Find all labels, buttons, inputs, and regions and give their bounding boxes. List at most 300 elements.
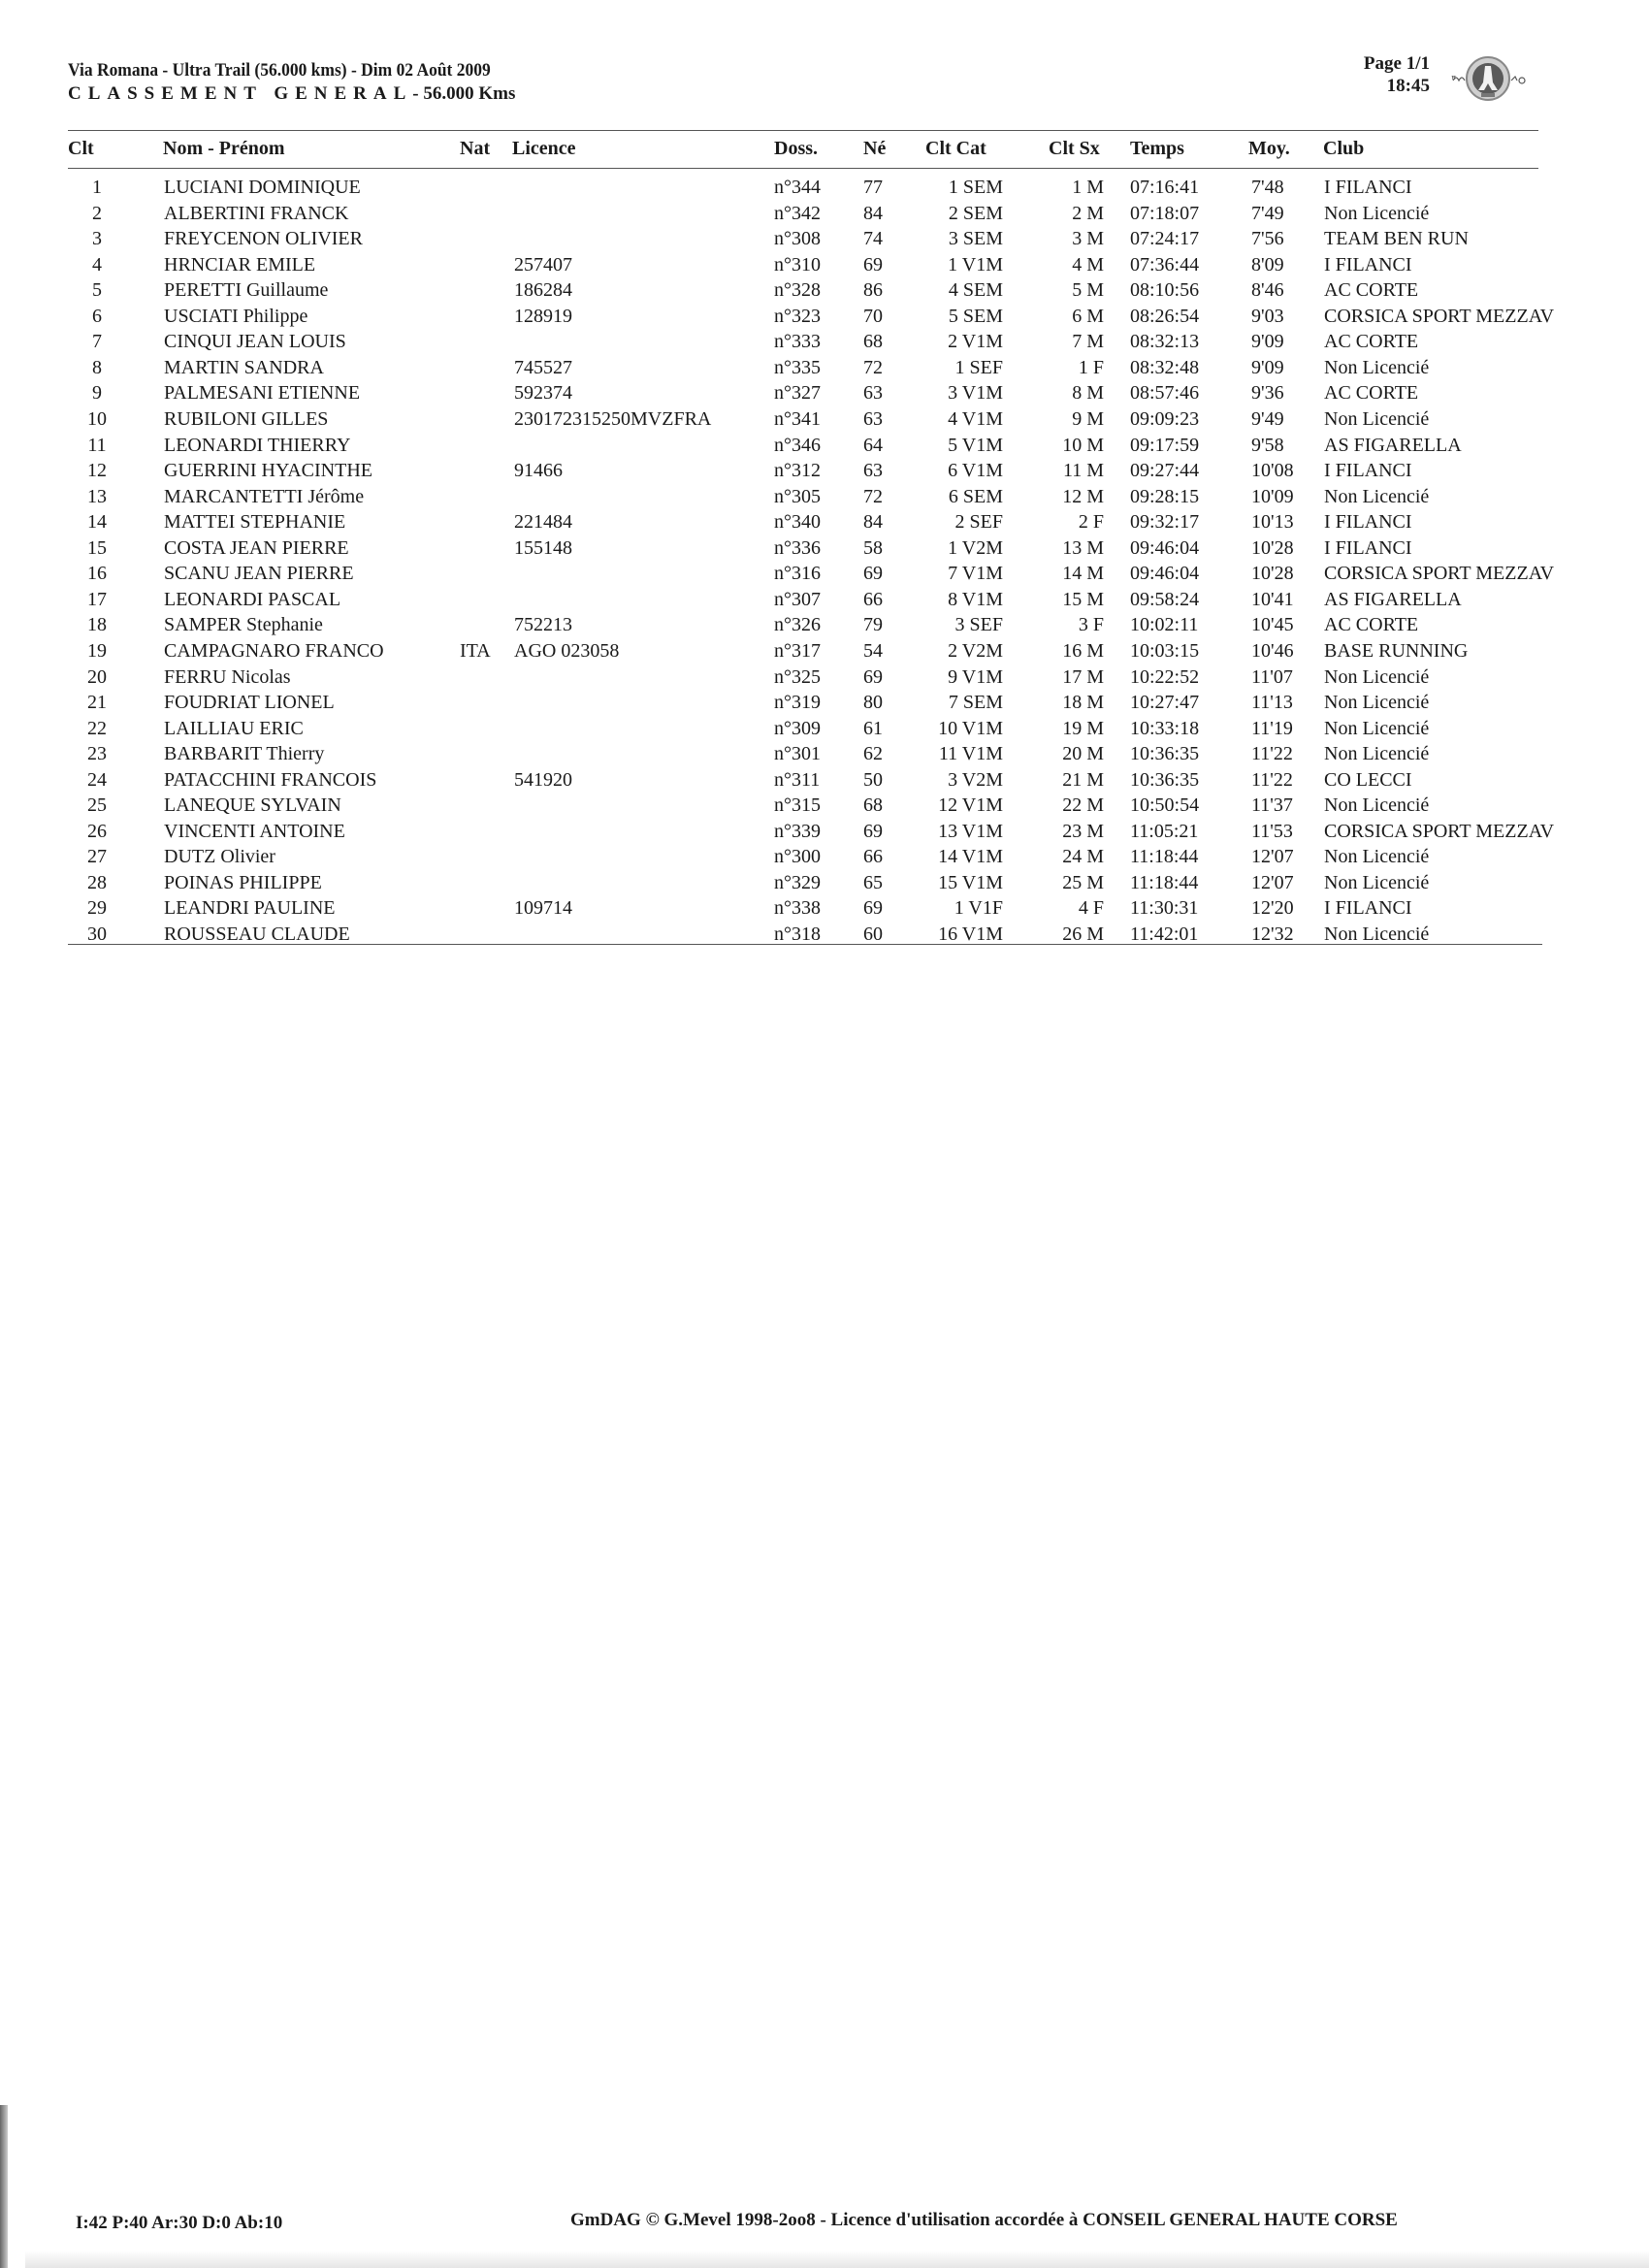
bib-number: n°309 bbox=[774, 717, 821, 739]
col-header-clt: Clt bbox=[68, 138, 94, 159]
licence-number: 186284 bbox=[514, 279, 572, 302]
bib-number: n°340 bbox=[774, 511, 821, 534]
category-rank: 9 V1M bbox=[948, 665, 1003, 688]
table-row bbox=[0, 589, 1649, 614]
category-rank: 7 SEM bbox=[948, 692, 1003, 713]
birth-year: 68 bbox=[863, 794, 883, 817]
licence-number: 221484 bbox=[514, 511, 572, 534]
rank: 18 bbox=[87, 614, 107, 636]
birth-year: 63 bbox=[863, 460, 883, 482]
club-name: I FILANCI bbox=[1324, 253, 1412, 275]
rank: 8 bbox=[92, 356, 102, 378]
club-name: Non Licencié bbox=[1324, 485, 1430, 507]
pace: 9'09 bbox=[1251, 331, 1284, 353]
pace: 10'28 bbox=[1251, 536, 1294, 559]
category-rank: 8 V1M bbox=[948, 588, 1003, 610]
category-rank: 1 V1M bbox=[948, 253, 1003, 275]
club-name: I FILANCI bbox=[1324, 536, 1412, 559]
pace: 12'07 bbox=[1251, 846, 1294, 868]
table-row bbox=[0, 486, 1649, 511]
runner-name: GUERRINI HYACINTHE bbox=[164, 460, 372, 482]
rank: 25 bbox=[87, 794, 107, 817]
club-name: Non Licencié bbox=[1324, 665, 1430, 688]
category-rank: 4 SEM bbox=[948, 279, 1003, 302]
rank: 15 bbox=[87, 536, 107, 559]
gender-rank: 14 M bbox=[1062, 563, 1104, 585]
gender-rank: 6 M bbox=[1072, 305, 1104, 327]
header-bottom-rule bbox=[68, 168, 1538, 169]
gender-rank: 13 M bbox=[1062, 536, 1104, 559]
rank: 26 bbox=[87, 820, 107, 842]
category-rank: 14 V1M bbox=[938, 846, 1003, 868]
pace: 10'46 bbox=[1251, 639, 1294, 662]
bib-number: n°310 bbox=[774, 253, 821, 275]
col-header-doss: Doss. bbox=[774, 138, 819, 159]
bib-number: n°326 bbox=[774, 614, 821, 636]
pace: 9'49 bbox=[1251, 408, 1284, 430]
col-header-nat: Nat bbox=[460, 138, 491, 159]
finish-time: 10:27:47 bbox=[1130, 692, 1200, 713]
club-name: AS FIGARELLA bbox=[1324, 588, 1462, 610]
gender-rank: 10 M bbox=[1062, 434, 1104, 456]
table-row bbox=[0, 897, 1649, 923]
table-row bbox=[0, 435, 1649, 460]
gender-rank: 17 M bbox=[1062, 665, 1104, 688]
gender-rank: 22 M bbox=[1062, 794, 1104, 817]
category-rank: 5 SEM bbox=[948, 305, 1003, 327]
licence-number: 752213 bbox=[514, 614, 572, 636]
rank: 4 bbox=[92, 253, 102, 275]
runner-name: PALMESANI ETIENNE bbox=[164, 382, 361, 405]
runner-name: LAILLIAU ERIC bbox=[164, 717, 304, 739]
gender-rank: 15 M bbox=[1062, 588, 1104, 610]
birth-year: 84 bbox=[863, 511, 883, 534]
birth-year: 72 bbox=[863, 485, 883, 507]
rank: 2 bbox=[92, 202, 102, 224]
table-row bbox=[0, 382, 1649, 407]
col-header-clt-sx: Clt Sx bbox=[1049, 138, 1100, 159]
runner-name: ROUSSEAU CLAUDE bbox=[164, 923, 350, 945]
category-rank: 3 V1M bbox=[948, 382, 1003, 405]
finish-time: 11:18:44 bbox=[1130, 846, 1199, 868]
table-row bbox=[0, 408, 1649, 434]
pace: 9'09 bbox=[1251, 356, 1284, 378]
bib-number: n°315 bbox=[774, 794, 821, 817]
col-header-ne: Né bbox=[863, 138, 887, 159]
club-name: AC CORTE bbox=[1324, 279, 1419, 302]
runner-name: RUBILONI GILLES bbox=[164, 408, 329, 430]
header-top-rule bbox=[68, 130, 1538, 131]
pace: 12'20 bbox=[1251, 897, 1294, 920]
club-name: AC CORTE bbox=[1324, 331, 1419, 353]
bib-number: n°323 bbox=[774, 305, 821, 327]
licence-number: 128919 bbox=[514, 305, 572, 327]
bib-number: n°301 bbox=[774, 743, 821, 765]
table-row bbox=[0, 794, 1649, 820]
pace: 9'58 bbox=[1251, 434, 1284, 456]
gender-rank: 19 M bbox=[1062, 717, 1104, 739]
gender-rank: 20 M bbox=[1062, 743, 1104, 765]
table-row bbox=[0, 743, 1649, 768]
gender-rank: 7 M bbox=[1072, 331, 1104, 353]
licence-number: 592374 bbox=[514, 382, 572, 405]
runner-name: ALBERTINI FRANCK bbox=[164, 202, 349, 224]
bib-number: n°333 bbox=[774, 331, 821, 353]
birth-year: 63 bbox=[863, 408, 883, 430]
rank: 23 bbox=[87, 743, 107, 765]
club-name: Non Licencié bbox=[1324, 356, 1430, 378]
club-name: Non Licencié bbox=[1324, 408, 1430, 430]
birth-year: 69 bbox=[863, 897, 883, 920]
finish-time: 09:46:04 bbox=[1130, 563, 1200, 585]
club-name: Non Licencié bbox=[1324, 202, 1430, 224]
birth-year: 58 bbox=[863, 536, 883, 559]
table-row bbox=[0, 177, 1649, 202]
table-row bbox=[0, 769, 1649, 794]
finish-time: 07:36:44 bbox=[1130, 253, 1200, 275]
pace: 11'13 bbox=[1251, 692, 1293, 713]
rank: 20 bbox=[87, 665, 107, 688]
table-row bbox=[0, 872, 1649, 897]
bib-number: n°325 bbox=[774, 665, 821, 688]
table-row bbox=[0, 846, 1649, 871]
bib-number: n°338 bbox=[774, 897, 821, 920]
rank: 21 bbox=[87, 692, 107, 713]
rank: 27 bbox=[87, 846, 107, 868]
table-row bbox=[0, 228, 1649, 253]
ranking-subtitle-distance: - 56.000 Kms bbox=[412, 83, 516, 104]
bib-number: n°327 bbox=[774, 382, 821, 405]
bib-number: n°316 bbox=[774, 563, 821, 585]
bib-number: n°344 bbox=[774, 177, 821, 198]
rank: 19 bbox=[87, 639, 107, 662]
gender-rank: 3 M bbox=[1072, 228, 1104, 250]
race-emblem-icon bbox=[1449, 53, 1527, 104]
pace: 10'08 bbox=[1251, 460, 1294, 482]
licence-number: 230172315250MVZFRA bbox=[514, 408, 712, 430]
bib-number: n°312 bbox=[774, 460, 821, 482]
finish-time: 09:09:23 bbox=[1130, 408, 1200, 430]
birth-year: 50 bbox=[863, 768, 883, 791]
pace: 12'32 bbox=[1251, 923, 1294, 945]
bib-number: n°307 bbox=[774, 588, 821, 610]
bib-number: n°311 bbox=[774, 768, 821, 791]
licence-number: 745527 bbox=[514, 356, 572, 378]
table-row bbox=[0, 563, 1649, 588]
col-header-moy: Moy. bbox=[1248, 138, 1290, 159]
club-name: Non Licencié bbox=[1324, 717, 1430, 739]
gender-rank: 8 M bbox=[1072, 382, 1104, 405]
rank: 6 bbox=[92, 305, 102, 327]
category-rank: 3 SEF bbox=[954, 614, 1003, 636]
gender-rank: 26 M bbox=[1062, 923, 1104, 945]
pace: 10'45 bbox=[1251, 614, 1294, 636]
category-rank: 10 V1M bbox=[938, 717, 1003, 739]
birth-year: 70 bbox=[863, 305, 883, 327]
rank: 17 bbox=[87, 588, 107, 610]
rank: 24 bbox=[87, 768, 107, 791]
finish-time: 09:17:59 bbox=[1130, 434, 1200, 456]
finish-time: 09:28:15 bbox=[1130, 485, 1200, 507]
runner-name: BARBARIT Thierry bbox=[164, 743, 325, 765]
table-bottom-rule bbox=[68, 944, 1542, 945]
club-name: I FILANCI bbox=[1324, 460, 1412, 482]
runner-name: FOUDRIAT LIONEL bbox=[164, 692, 335, 713]
table-row bbox=[0, 923, 1649, 949]
club-name: AC CORTE bbox=[1324, 382, 1419, 405]
birth-year: 66 bbox=[863, 846, 883, 868]
birth-year: 72 bbox=[863, 356, 883, 378]
col-header-temps: Temps bbox=[1130, 138, 1184, 159]
category-rank: 1 SEF bbox=[954, 356, 1003, 378]
club-name: Non Licencié bbox=[1324, 692, 1430, 713]
category-rank: 1 V1F bbox=[954, 897, 1003, 920]
pace: 12'07 bbox=[1251, 871, 1294, 893]
finish-time: 11:42:01 bbox=[1130, 923, 1199, 945]
gender-rank: 4 F bbox=[1078, 897, 1104, 920]
finish-time: 08:26:54 bbox=[1130, 305, 1200, 327]
rank: 5 bbox=[92, 279, 102, 302]
birth-year: 79 bbox=[863, 614, 883, 636]
table-row bbox=[0, 692, 1649, 717]
finish-time: 11:05:21 bbox=[1130, 820, 1199, 842]
pace: 7'48 bbox=[1251, 177, 1284, 198]
licence-number: 541920 bbox=[514, 768, 572, 791]
runner-name: SAMPER Stephanie bbox=[164, 614, 323, 636]
pace: 11'37 bbox=[1251, 794, 1293, 817]
bib-number: n°319 bbox=[774, 692, 821, 713]
pace: 7'56 bbox=[1251, 228, 1284, 250]
rank: 7 bbox=[92, 331, 102, 353]
participant-stats: I:42 P:40 Ar:30 D:0 Ab:10 bbox=[76, 2213, 283, 2233]
birth-year: 84 bbox=[863, 202, 883, 224]
runner-name: FERRU Nicolas bbox=[164, 665, 291, 688]
licence-number: 91466 bbox=[514, 460, 563, 482]
finish-time: 08:10:56 bbox=[1130, 279, 1200, 302]
bib-number: n°329 bbox=[774, 871, 821, 893]
pace: 11'19 bbox=[1251, 717, 1293, 739]
bib-number: n°308 bbox=[774, 228, 821, 250]
pace: 11'22 bbox=[1251, 743, 1293, 765]
table-row bbox=[0, 537, 1649, 563]
club-name: Non Licencié bbox=[1324, 743, 1430, 765]
category-rank: 5 V1M bbox=[948, 434, 1003, 456]
gender-rank: 24 M bbox=[1062, 846, 1104, 868]
club-name: Non Licencié bbox=[1324, 846, 1430, 868]
runner-name: COSTA JEAN PIERRE bbox=[164, 536, 349, 559]
birth-year: 80 bbox=[863, 692, 883, 713]
bib-number: n°346 bbox=[774, 434, 821, 456]
birth-year: 54 bbox=[863, 639, 883, 662]
finish-time: 07:16:41 bbox=[1130, 177, 1200, 198]
club-name: Non Licencié bbox=[1324, 871, 1430, 893]
pace: 10'09 bbox=[1251, 485, 1294, 507]
birth-year: 86 bbox=[863, 279, 883, 302]
birth-year: 69 bbox=[863, 820, 883, 842]
finish-time: 09:32:17 bbox=[1130, 511, 1200, 534]
runner-name: LUCIANI DOMINIQUE bbox=[164, 177, 361, 198]
licence-number: 109714 bbox=[514, 897, 572, 920]
runner-name: FREYCENON OLIVIER bbox=[164, 228, 363, 250]
licence-number: 155148 bbox=[514, 536, 572, 559]
page-info bbox=[1319, 52, 1430, 97]
col-header-licence: Licence bbox=[512, 138, 576, 159]
col-header-nom: Nom - Prénom bbox=[163, 138, 285, 159]
category-rank: 2 SEM bbox=[948, 202, 1003, 224]
gender-rank: 11 M bbox=[1062, 460, 1104, 482]
bib-number: n°336 bbox=[774, 536, 821, 559]
bib-number: n°328 bbox=[774, 279, 821, 302]
gender-rank: 21 M bbox=[1062, 768, 1104, 791]
category-rank: 2 V1M bbox=[948, 331, 1003, 353]
svg-text:ꟸ: ꟸ bbox=[1451, 76, 1457, 85]
category-rank: 6 SEM bbox=[948, 485, 1003, 507]
table-row bbox=[0, 614, 1649, 639]
gender-rank: 5 M bbox=[1072, 279, 1104, 302]
pace: 7'49 bbox=[1251, 202, 1284, 224]
bib-number: n°300 bbox=[774, 846, 821, 868]
birth-year: 69 bbox=[863, 563, 883, 585]
finish-time: 11:30:31 bbox=[1130, 897, 1199, 920]
table-row bbox=[0, 821, 1649, 846]
col-header-club: Club bbox=[1323, 138, 1365, 159]
rank: 28 bbox=[87, 871, 107, 893]
bib-number: n°341 bbox=[774, 408, 821, 430]
rank: 29 bbox=[87, 897, 107, 920]
runner-name: PERETTI Guillaume bbox=[164, 279, 329, 302]
club-name: BASE RUNNING bbox=[1324, 639, 1469, 662]
category-rank: 13 V1M bbox=[938, 820, 1003, 842]
scan-fold-shadow bbox=[25, 2251, 1649, 2268]
club-name: AC CORTE bbox=[1324, 614, 1419, 636]
runner-name: MARCANTETTI Jérôme bbox=[164, 485, 365, 507]
club-name: TEAM BEN RUN bbox=[1324, 228, 1469, 250]
pace: 9'03 bbox=[1251, 305, 1284, 327]
birth-year: 74 bbox=[863, 228, 883, 250]
pace: 9'36 bbox=[1251, 382, 1284, 405]
nationality: ITA bbox=[460, 639, 491, 662]
finish-time: 10:22:52 bbox=[1130, 665, 1200, 688]
ranking-subtitle bbox=[68, 83, 515, 105]
pace: 11'22 bbox=[1251, 768, 1293, 791]
rank: 3 bbox=[92, 228, 102, 250]
rank: 1 bbox=[92, 177, 102, 198]
rank: 30 bbox=[87, 923, 107, 945]
club-name: I FILANCI bbox=[1324, 897, 1412, 920]
rank: 13 bbox=[87, 485, 107, 507]
rank: 10 bbox=[87, 408, 107, 430]
club-name: I FILANCI bbox=[1324, 177, 1412, 198]
scan-edge-shadow bbox=[0, 2105, 8, 2268]
rank: 14 bbox=[87, 511, 107, 534]
category-rank: 1 SEM bbox=[948, 177, 1003, 198]
finish-time: 11:18:44 bbox=[1130, 871, 1199, 893]
bib-number: n°339 bbox=[774, 820, 821, 842]
finish-time: 09:46:04 bbox=[1130, 536, 1200, 559]
rank: 12 bbox=[87, 460, 107, 482]
birth-year: 69 bbox=[863, 253, 883, 275]
runner-name: POINAS PHILIPPE bbox=[164, 871, 322, 893]
runner-name: LEANDRI PAULINE bbox=[164, 897, 336, 920]
table-row bbox=[0, 203, 1649, 228]
gender-rank: 25 M bbox=[1062, 871, 1104, 893]
table-row bbox=[0, 254, 1649, 279]
gender-rank: 12 M bbox=[1062, 485, 1104, 507]
gender-rank: 1 F bbox=[1078, 356, 1104, 378]
category-rank: 7 V1M bbox=[948, 563, 1003, 585]
licence-number: 257407 bbox=[514, 253, 572, 275]
runner-name: MATTEI STEPHANIE bbox=[164, 511, 346, 534]
runner-name: SCANU JEAN PIERRE bbox=[164, 563, 354, 585]
gender-rank: 3 F bbox=[1078, 614, 1104, 636]
col-header-clt-cat: Clt Cat bbox=[925, 138, 986, 159]
birth-year: 60 bbox=[863, 923, 883, 945]
birth-year: 69 bbox=[863, 665, 883, 688]
print-time: 18:45 bbox=[1386, 76, 1430, 96]
finish-time: 10:36:35 bbox=[1130, 768, 1200, 791]
table-row bbox=[0, 640, 1649, 665]
gender-rank: 2 F bbox=[1078, 511, 1104, 534]
ranking-subtitle-label: CLASSEMENT GENERAL bbox=[68, 83, 413, 104]
table-row bbox=[0, 331, 1649, 356]
category-rank: 1 V2M bbox=[948, 536, 1003, 559]
birth-year: 77 bbox=[863, 177, 883, 198]
finish-time: 08:32:48 bbox=[1130, 356, 1200, 378]
runner-name: LEONARDI THIERRY bbox=[164, 434, 351, 456]
pace: 8'46 bbox=[1251, 279, 1284, 302]
bib-number: n°318 bbox=[774, 923, 821, 945]
gender-rank: 1 M bbox=[1072, 177, 1104, 198]
birth-year: 65 bbox=[863, 871, 883, 893]
category-rank: 12 V1M bbox=[938, 794, 1003, 817]
bib-number: n°335 bbox=[774, 356, 821, 378]
table-row bbox=[0, 666, 1649, 692]
runner-name: LANEQUE SYLVAIN bbox=[164, 794, 341, 817]
rank: 9 bbox=[92, 382, 102, 405]
finish-time: 10:02:11 bbox=[1130, 614, 1199, 636]
finish-time: 10:50:54 bbox=[1130, 794, 1200, 817]
runner-name: DUTZ Olivier bbox=[164, 846, 275, 868]
runner-name: VINCENTI ANTOINE bbox=[164, 820, 345, 842]
gender-rank: 16 M bbox=[1062, 639, 1104, 662]
runner-name: LEONARDI PASCAL bbox=[164, 588, 341, 610]
club-name: Non Licencié bbox=[1324, 794, 1430, 817]
gender-rank: 2 M bbox=[1072, 202, 1104, 224]
table-row bbox=[0, 357, 1649, 382]
finish-time: 09:27:44 bbox=[1130, 460, 1200, 482]
table-row bbox=[0, 279, 1649, 305]
runner-name: PATACCHINI FRANCOIS bbox=[164, 768, 377, 791]
gender-rank: 9 M bbox=[1072, 408, 1104, 430]
runner-name: CINQUI JEAN LOUIS bbox=[164, 331, 346, 353]
licence-number: AGO 023058 bbox=[514, 639, 620, 662]
table-row bbox=[0, 718, 1649, 743]
finish-time: 08:32:13 bbox=[1130, 331, 1200, 353]
club-name: CORSICA SPORT MEZZAV bbox=[1324, 305, 1555, 327]
finish-time: 08:57:46 bbox=[1130, 382, 1200, 405]
club-name: AS FIGARELLA bbox=[1324, 434, 1462, 456]
table-row bbox=[0, 306, 1649, 331]
race-title: Via Romana - Ultra Trail (56.000 kms) - Dim 02 Août 2009 bbox=[68, 60, 491, 81]
birth-year: 63 bbox=[863, 382, 883, 405]
birth-year: 68 bbox=[863, 331, 883, 353]
club-name: CO LECCI bbox=[1324, 768, 1412, 791]
category-rank: 2 V2M bbox=[948, 639, 1003, 662]
bib-number: n°342 bbox=[774, 202, 821, 224]
category-rank: 3 V2M bbox=[948, 768, 1003, 791]
category-rank: 3 SEM bbox=[948, 228, 1003, 250]
rank: 16 bbox=[87, 563, 107, 585]
